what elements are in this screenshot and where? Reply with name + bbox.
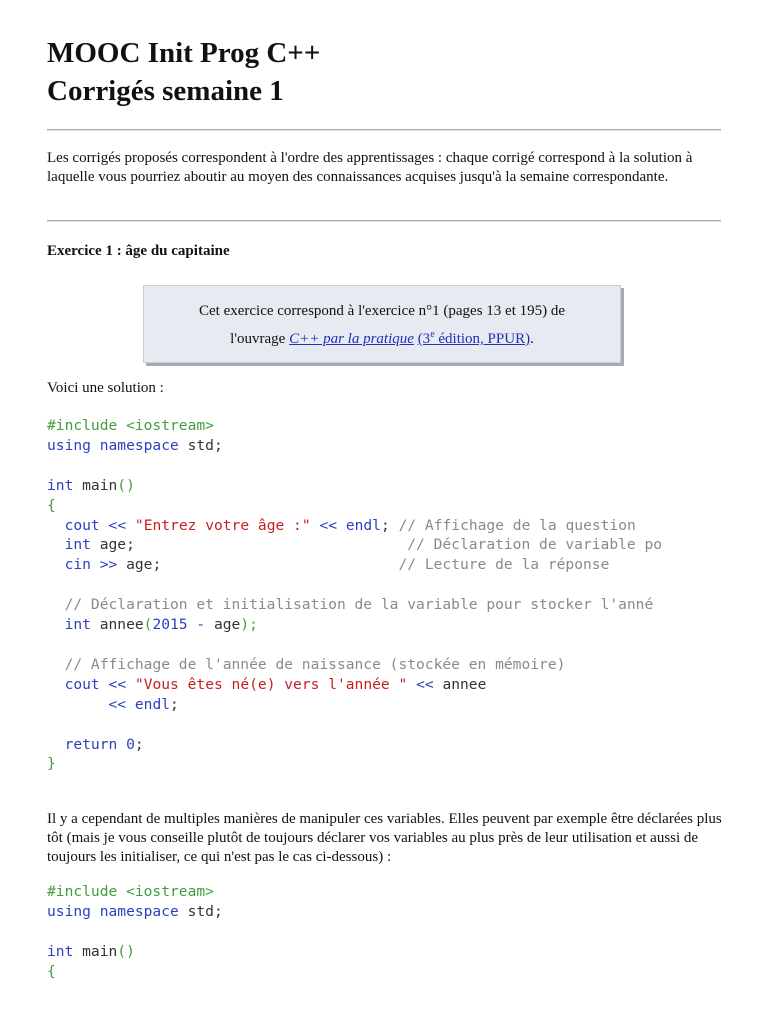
code-zero: 0 — [126, 735, 135, 753]
code2-std: std; — [178, 902, 223, 920]
code2-main-parens: () — [117, 942, 135, 960]
code-semi-1: ; — [380, 516, 390, 534]
code-std: std; — [178, 436, 223, 454]
code-block-1 — [47, 416, 737, 774]
code-semi-2: ; — [170, 695, 179, 713]
exercise-title: Exercice 1 : âge du capitaine — [47, 243, 230, 259]
code-annee-decl: annee — [90, 616, 144, 634]
code-op-out-3: << — [108, 675, 127, 693]
solution-intro: Voici une solution : — [47, 380, 164, 396]
code-cout-1: cout — [64, 516, 100, 534]
code-comment-5: // Affichage de l'année de naissance (stockée en mémoire) — [64, 655, 566, 673]
code-endl-1: endl — [345, 516, 381, 534]
code-op-out-5: << — [108, 695, 127, 713]
exercise-reference-note — [143, 285, 621, 363]
edition-rest: édition, PPUR) — [434, 331, 531, 347]
edition-open: (3 — [417, 331, 431, 347]
code-op-in: >> — [99, 556, 118, 574]
code-age-tail: age — [205, 616, 241, 634]
code-string-2: "Vous êtes né(e) vers l'année " — [134, 675, 408, 693]
book-link[interactable]: C++ par la pratique — [289, 331, 414, 347]
note-end: . — [530, 331, 534, 347]
page-title — [47, 34, 320, 110]
code-op-out-1: << — [108, 516, 127, 534]
code-return: return — [64, 735, 118, 753]
code-annee-ref: annee — [433, 675, 487, 693]
code-include: #include <iostream> — [47, 417, 214, 434]
code-age-decl: age; — [90, 536, 135, 554]
code2-int-main: int — [47, 942, 74, 960]
code-comment-1: // Affichage de la question — [398, 516, 636, 534]
code2-brace-open: { — [47, 962, 56, 980]
code-int-main: int — [47, 476, 74, 494]
code-brace-open: { — [47, 496, 56, 514]
code-paren-close: ); — [240, 616, 258, 634]
code-block-2 — [47, 882, 737, 982]
code2-using: using namespace — [47, 902, 179, 920]
code-paren-open: ( — [143, 616, 153, 634]
divider-intro — [47, 220, 721, 222]
divider-top — [47, 129, 721, 131]
code-endl-2: endl — [134, 695, 171, 713]
code-comment-3: // Lecture de la réponse — [398, 556, 610, 574]
code-int-annee: int — [64, 616, 91, 634]
code2-main: main — [73, 942, 118, 960]
code-age-read: age; — [117, 556, 162, 574]
explanation-paragraph: Il y a cependant de multiples manières de manipuler ces variables. Elles peuvent par exemple être déclarées plus tôt (mais je vous conseille plutôt de toujours déclarer vos variables au plus près de leur utilisation et aussi de toujours les initialiser, ce qui n'est pas le cas ci-dessous) : — [47, 811, 722, 865]
code-string-1: "Entrez votre âge :" — [134, 516, 311, 534]
code-using: using namespace — [47, 436, 179, 454]
code-brace-close: } — [47, 755, 56, 773]
title-line-2: Corrigés semaine 1 — [47, 75, 284, 107]
edition-link[interactable] — [418, 331, 530, 347]
code-op-out-2: << — [319, 516, 338, 534]
code-op-out-4: << — [416, 675, 434, 693]
code-cin: cin — [64, 556, 91, 574]
code-number-2015: 2015 — [152, 616, 188, 634]
code-semi-3: ; — [134, 735, 144, 753]
code-main: main — [73, 476, 118, 494]
title-line-1: MOOC Init Prog C++ — [47, 37, 321, 69]
code-minus: - — [196, 616, 206, 634]
code-main-parens: () — [117, 476, 135, 494]
code-int-age: int — [64, 536, 91, 554]
code-cout-2: cout — [64, 675, 100, 693]
code-comment-4: // Déclaration et initialisation de la variable pour stocker l'anné — [64, 596, 654, 614]
edition-superscript: e — [430, 329, 435, 340]
note-text-1: Cet exercice correspond à l'exercice n°1 (pages 13 et 195) de — [198, 303, 566, 319]
note-text-2: l'ouvrage — [230, 331, 286, 347]
code-comment-2: // Déclaration de variable po — [407, 536, 663, 554]
intro-paragraph: Les corrigés proposés correspondent à l'ordre des apprentissages : chaque corrigé correspond à la solution à laquelle vous pourriez aboutir au moyen des connaissances acquises jusqu'à la semaine correspondante. — [47, 150, 693, 185]
code2-include: #include <iostream> — [47, 883, 214, 900]
